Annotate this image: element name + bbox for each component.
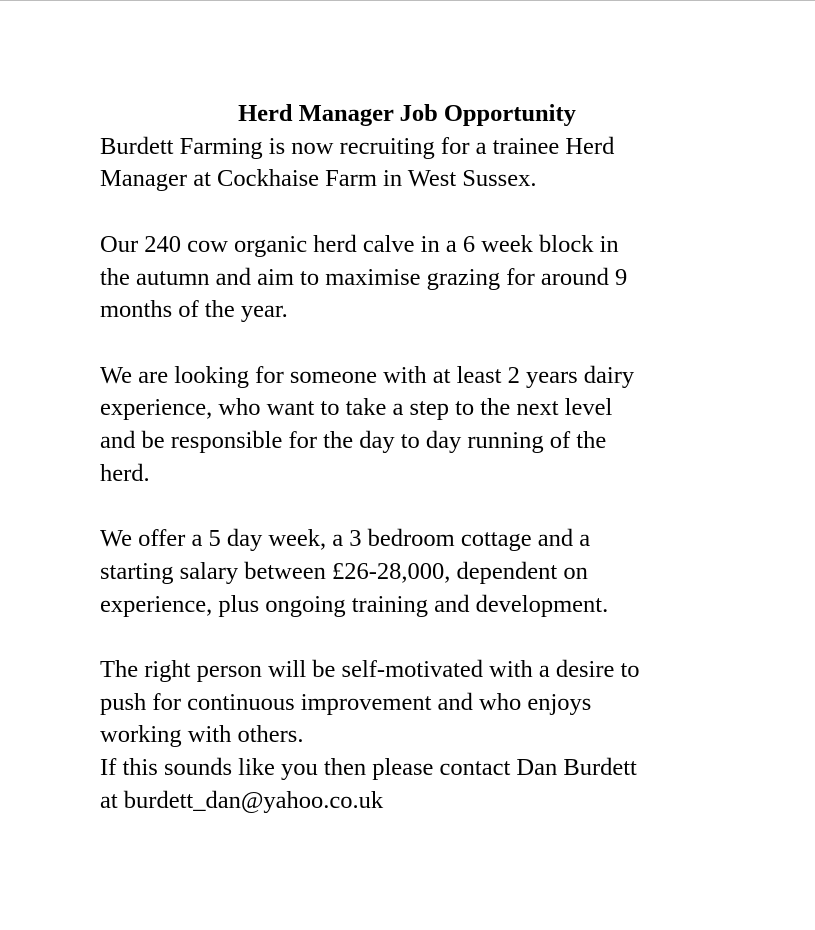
paragraph-herd: Our 240 cow organic herd calve in a 6 week block in the autumn and aim to maximise grazing for around 9 months of the year. [100, 230, 628, 324]
job-advert [100, 98, 740, 817]
paragraph-requirements: We are looking for someone with at least 2 years dairy experience, who want to take a step to the next level and be responsible for the day to day running of the herd. [100, 361, 635, 487]
page-title: Herd Manager Job Opportunity [238, 100, 576, 127]
paragraph-person: The right person will be self-motivated with a desire to push for continuous improvement and who enjoys working with others. [100, 655, 640, 749]
top-divider [0, 0, 815, 1]
paragraph-contact: If this sounds like you then please contact Dan Burdett at burdett_dan@yahoo.co.uk [100, 754, 637, 814]
paragraph-intro: Burdett Farming is now recruiting for a trainee Herd Manager at Cockhaise Farm in West Sussex. [100, 132, 615, 193]
paragraph-offer: We offer a 5 day week, a 3 bedroom cottage and a starting salary between £26-28,000, dependent on experience, plus ongoing training and development. [100, 525, 609, 618]
